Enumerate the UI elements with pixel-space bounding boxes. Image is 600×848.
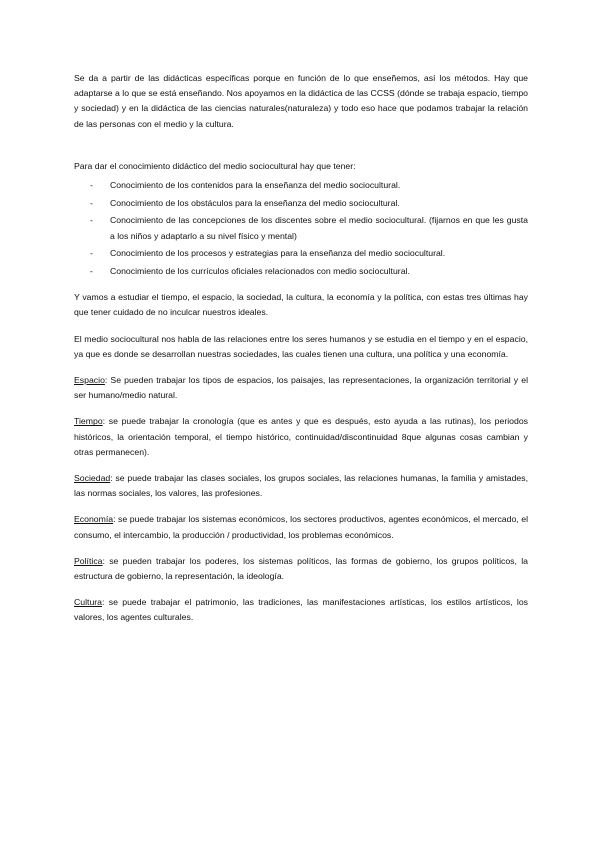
definition-term: Economía xyxy=(74,514,114,525)
definition-text: : Se pueden trabajar los tipos de espacios, los paisajes, las representaciones, la organización territorial y el ser humano/medio natural. xyxy=(74,375,528,401)
bullet-dash: - xyxy=(90,266,93,277)
definition-term: Cultura xyxy=(74,597,103,608)
definition-cultura xyxy=(74,595,528,625)
list-item-text: Conocimiento de los currículos oficiales relacionados con medio sociocultural. xyxy=(110,266,410,277)
bullet-dash: - xyxy=(90,197,93,208)
list-item-text: Conocimiento de los contenidos para la enseñanza del medio sociocultural. xyxy=(110,180,401,191)
definition-espacio xyxy=(74,373,528,403)
list-item xyxy=(74,178,528,193)
medium-paragraph: El medio sociocultural nos habla de las relaciones entre los seres humanos y se estudia en el tiempo y en el espacio, ya que es donde se desarrollan nuestras sociedades, las cuales tienen una cultura, una política y una economía. xyxy=(74,333,528,359)
knowledge-list xyxy=(74,178,528,279)
definition-term: Sociedad xyxy=(74,473,111,484)
bullet-dash: - xyxy=(90,180,93,191)
document-page xyxy=(74,71,528,626)
definition-term: Tiempo xyxy=(74,416,103,427)
definition-text: : se puede trabajar la cronología (que es antes y que es después, esto ayuda a las rutinas), los periodos históricos, la orientación temporal, el tiempo histórico, continuidad/discontinuidad 8que algunas cosas cambian y otras permanecen). xyxy=(74,416,528,457)
study-paragraph: Y vamos a estudiar el tiempo, el espacio, la sociedad, la cultura, la economía y la política, con estas tres últimas hay que tener cuidado de no inculcar nuestros ideales. xyxy=(74,292,528,318)
list-item xyxy=(74,264,528,279)
list-item-text: Conocimiento de las concepciones de los discentes sobre el medio sociocultural. (fijarnos en que les gusta a los niños y adaptarlo a su nivel físico y mental) xyxy=(110,215,528,241)
definition-sociedad xyxy=(74,471,528,501)
list-item-text: Conocimiento de los obstáculos para la enseñanza del medio sociocultural. xyxy=(110,197,400,208)
intro-paragraph: Se da a partir de las didácticas específicas porque en función de lo que enseñemos, así los métodos. Hay que adaptarse a lo que se está enseñando. Nos apoyamos en la didáctica de las CCSS (dónde se trabaja espacio, tiempo y sociedad) y en la didáctica de las ciencias naturales(naturaleza) y todo eso hace que podamos trabajar la relación de las personas con el medio y la cultura. xyxy=(74,73,528,129)
definition-text: : se puede trabajar el patrimonio, las tradiciones, las manifestaciones artísticas, los estilos artísticos, los valores, los agentes culturales. xyxy=(74,597,528,623)
definition-tiempo xyxy=(74,414,528,460)
definition-term: Política xyxy=(74,555,103,566)
definition-politica xyxy=(74,554,528,584)
list-item xyxy=(74,246,528,261)
definition-text: : se puede trabajar los sistemas económicos, los sectores productivos, agentes económicos, el mercado, el consumo, el intercambio, la producción / productividad, los problemas económicos. xyxy=(74,514,528,540)
bullet-dash: - xyxy=(90,215,93,226)
list-item-text: Conocimiento de los procesos y estrategias para la enseñanza del medio sociocultural. xyxy=(110,248,446,259)
list-item xyxy=(74,213,528,243)
definition-economia xyxy=(74,512,528,542)
knowledge-lead-paragraph: Para dar el conocimiento didáctico del medio sociocultural hay que tener: xyxy=(74,160,356,171)
definition-term: Espacio xyxy=(74,375,105,386)
definition-text: : se pueden trabajar los poderes, los sistemas políticos, las formas de gobierno, los grupos políticos, la estructura de gobierno, la representación, la ideología. xyxy=(74,555,528,582)
definition-text: : se puede trabajar las clases sociales, los grupos sociales, las relaciones humanas, la familia y amistades, las normas sociales, los valores, las profesiones. xyxy=(74,473,528,499)
list-item xyxy=(74,196,528,211)
bullet-dash: - xyxy=(90,248,93,259)
